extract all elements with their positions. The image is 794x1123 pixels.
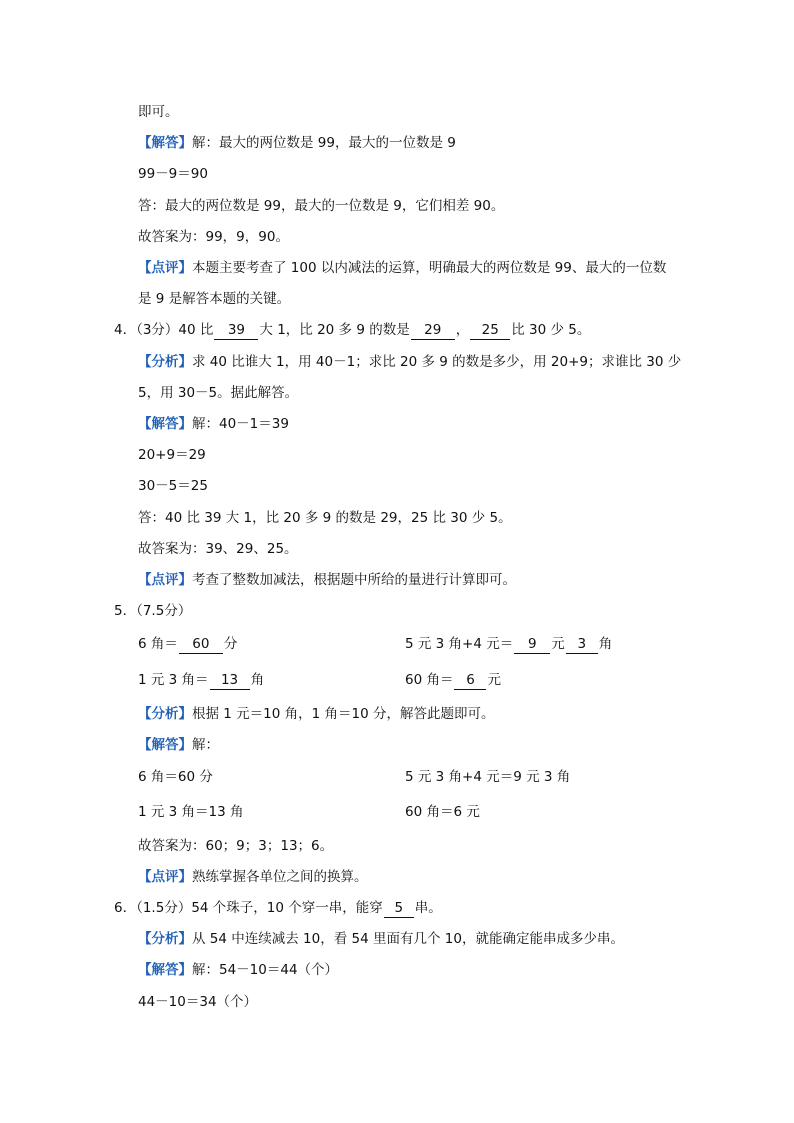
q3-answer-line [138, 133, 456, 153]
q5-stem [114, 601, 191, 621]
q4-blank-1: 39 [214, 321, 258, 340]
q4-comment-text: 考查了整数加减法，根据题中所给的量进行计算即可。 [192, 572, 516, 588]
q4-analysis-line [138, 352, 681, 372]
q5-solution-2: 5 元 3 角+4 元＝9 元 3 角 [405, 769, 571, 785]
q5-answer-line [138, 735, 219, 755]
q4-blank-3: 25 [470, 321, 510, 340]
q4-analysis-text: 求 40 比谁大 1，用 40－1；求比 20 多 9 的数是多少，用 20+9；求谁比 30 少 [192, 354, 682, 370]
q4-stem-a: （3分）40 比 [136, 322, 214, 338]
q4-number: 4． [114, 322, 137, 338]
analysis-tag: 【分析】 [138, 931, 192, 947]
q5-item4-b: 元 [487, 672, 501, 688]
q4-stem [114, 320, 590, 340]
q6-calc-2: 44－10＝34（个） [138, 994, 258, 1010]
comment-tag: 【点评】 [138, 572, 192, 588]
q5-answer-lead: 解： [192, 737, 219, 753]
answer-tag: 【解答】 [138, 416, 192, 432]
q5-solution-1: 6 角＝60 分 [138, 769, 213, 785]
q6-answer-line [138, 960, 338, 980]
q6-stem-b: 串。 [414, 900, 442, 916]
q5-number: 5． [114, 603, 137, 619]
q3-comment-cont: 是 9 是解答本题的关键。 [138, 291, 291, 307]
q6-blank: 5 [384, 899, 414, 918]
q5-item1-b: 分 [223, 636, 238, 652]
q5-item2-a: 5 元 3 角+4 元＝ [405, 636, 514, 652]
q5-solution-3: 1 元 3 角＝13 角 [138, 804, 244, 820]
q4-calc-3: 30－5＝25 [138, 478, 208, 494]
q6-analysis-line [138, 929, 624, 949]
q3-comment-text: 本题主要考查了 100 以内减法的运算，明确最大的两位数是 99、最大的一位数 [192, 260, 667, 276]
q5-item3-a: 1 元 3 角＝ [138, 672, 209, 688]
q5-item3-blank: 13 [210, 671, 250, 690]
q5-item-4 [405, 670, 501, 690]
q5-item-3 [138, 670, 264, 690]
q5-score: （7.5分） [136, 603, 192, 619]
q5-item1-blank: 60 [179, 635, 223, 654]
q6-analysis-text: 从 54 中连续减去 10，看 54 里面有几个 10，就能确定能串成多少串。 [192, 931, 624, 947]
q5-item2-c: 角 [598, 636, 613, 652]
q6-answer-lead: 解：54－10＝44（个） [192, 962, 339, 978]
q4-stem-b: 大 1，比 20 多 9 的数是 [259, 322, 410, 338]
answer-tag: 【解答】 [138, 135, 192, 151]
q6-stem-a: （1.5分）54 个珠子，10 个穿一串，能穿 [136, 900, 383, 916]
q3-calc: 99－9＝90 [138, 166, 208, 182]
q5-item-2 [405, 634, 612, 654]
q5-item-1 [138, 634, 237, 654]
q4-answer-lead: 解：40－1＝39 [192, 416, 289, 432]
q5-comment-line [138, 867, 368, 887]
q4-analysis-cont: 5，用 30－5。据此解答。 [138, 385, 299, 401]
q4-stem-c: ， [455, 322, 470, 338]
q3-reply: 答：最大的两位数是 99，最大的一位数是 9，它们相差 90。 [138, 198, 505, 214]
q5-final: 故答案为：60；9；3；13；6。 [138, 838, 334, 854]
q5-item2-blank-1: 9 [514, 635, 550, 654]
q5-comment-text: 熟练掌握各单位之间的换算。 [192, 869, 368, 885]
q5-item3-b: 角 [250, 672, 265, 688]
q4-comment-line [138, 570, 516, 590]
comment-tag: 【点评】 [138, 260, 192, 276]
q6-number: 6． [114, 900, 137, 916]
q4-blank-2: 29 [411, 321, 455, 340]
q6-stem [114, 898, 442, 918]
analysis-tag: 【分析】 [138, 354, 192, 370]
q3-answer-lead: 解：最大的两位数是 99，最大的一位数是 9 [192, 135, 456, 151]
q5-item4-blank: 6 [454, 671, 486, 690]
q5-item2-b: 元 [551, 636, 565, 652]
q4-answer-line [138, 414, 289, 434]
q3-tail: 即可。 [138, 104, 179, 120]
q3-final: 故答案为：99，9，90。 [138, 229, 289, 245]
q4-final: 故答案为：39、29、25。 [138, 541, 298, 557]
q5-item2-blank-2: 3 [566, 635, 598, 654]
q5-analysis-line [138, 704, 495, 724]
q5-solution-4: 60 角＝6 元 [405, 804, 480, 820]
analysis-tag: 【分析】 [138, 706, 192, 722]
comment-tag: 【点评】 [138, 869, 192, 885]
q5-analysis-text: 根据 1 元＝10 角，1 角＝10 分，解答此题即可。 [192, 706, 495, 722]
q4-calc-2: 20+9＝29 [138, 447, 206, 463]
answer-tag: 【解答】 [138, 962, 192, 978]
q4-stem-d: 比 30 少 5。 [511, 322, 591, 338]
q5-item1-a: 6 角＝ [138, 636, 178, 652]
q3-comment-line [138, 258, 666, 278]
q5-item4-a: 60 角＝ [405, 672, 454, 688]
answer-tag: 【解答】 [138, 737, 192, 753]
q4-reply: 答：40 比 39 大 1，比 20 多 9 的数是 29，25 比 30 少 5。 [138, 510, 512, 526]
